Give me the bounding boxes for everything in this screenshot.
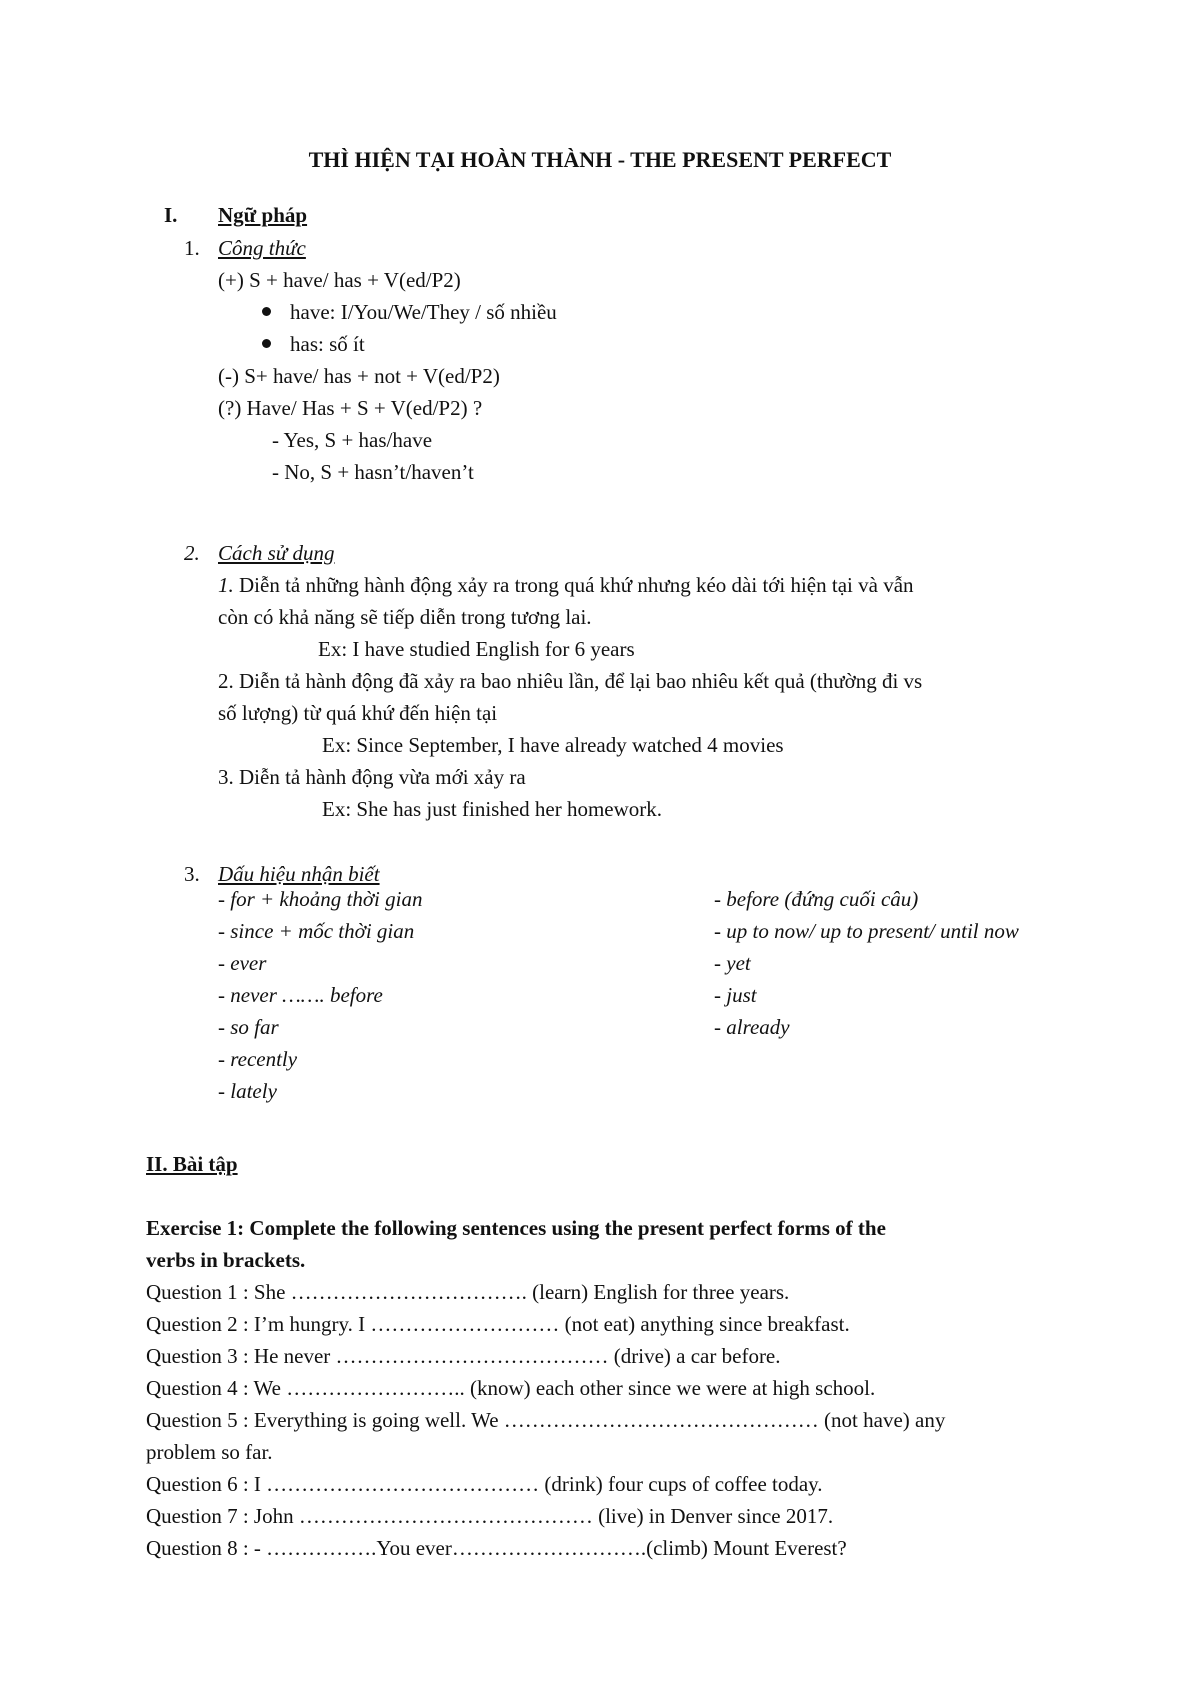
signal-word: - lately — [218, 1079, 277, 1103]
usage-1-text: Diễn tả những hành động xảy ra trong quá khứ nhưng kéo dài tới hiện tại và vẫn — [233, 573, 914, 597]
signal-word: - recently — [218, 1047, 298, 1071]
usage-1-line-2: còn có khả năng sẽ tiếp diễn trong tương lai. — [218, 605, 592, 629]
bullet-dot — [262, 307, 271, 316]
answer-no: - No, S + hasn’t/haven’t — [272, 460, 474, 484]
question-8: Question 8 : - …………….You ever……………………….(climb) Mount Everest? — [146, 1536, 847, 1560]
signal-word: - just — [714, 983, 757, 1007]
usage-1-number: 1. — [218, 573, 234, 597]
sub-3-number: 3. — [184, 862, 200, 886]
signal-word: - so far — [218, 1015, 279, 1039]
signal-word: - since + mốc thời gian — [218, 919, 415, 943]
sub-2-label: Cách sử dụng — [218, 541, 335, 565]
page-title: THÌ HIỆN TẠI HOÀN THÀNH - THE PRESENT PERFECT — [308, 147, 892, 172]
formula-positive: (+) S + have/ has + V(ed/P2) — [218, 268, 461, 292]
signal-words-right — [714, 883, 1034, 1043]
section-1-label: Ngữ pháp — [218, 203, 308, 227]
usage-3: 3. Diễn tả hành động vừa mới xảy ra — [218, 765, 526, 789]
question-2: Question 2 : I’m hungry. I ……………………… (not eat) anything since breakfast. — [146, 1312, 850, 1336]
bullet-item-have: have: I/You/We/They / số nhiều — [290, 300, 557, 324]
question-5-line-1: Question 5 : Everything is going well. We ……………………………………… (not have) any — [146, 1408, 946, 1432]
exercise-1-title-line-1: Exercise 1: Complete the following sentences using the present perfect forms of the — [146, 1216, 886, 1240]
bullet-dot — [262, 339, 271, 348]
sub-1-number: 1. — [184, 236, 200, 260]
section-1-number: I. — [164, 203, 178, 227]
signal-word: - before (đứng cuối câu) — [714, 887, 919, 911]
section-2-heading: II. Bài tập — [146, 1152, 238, 1176]
usage-1-line-1 — [218, 569, 914, 601]
signal-word: - never ……. before — [218, 983, 383, 1007]
sub-3-label: Dấu hiệu nhận biết — [218, 862, 380, 886]
usage-2-line-2: số lượng) từ quá khứ đến hiện tại — [218, 701, 498, 725]
signal-word: - ever — [218, 951, 267, 975]
question-5-line-2: problem so far. — [146, 1440, 273, 1464]
signal-word: - up to now/ up to present/ until now — [714, 919, 1019, 943]
signal-word: - for + khoảng thời gian — [218, 887, 423, 911]
question-7: Question 7 : John …………………………………… (live) in Denver since 2017. — [146, 1504, 834, 1528]
question-1: Question 1 : She ……………………………. (learn) English for three years. — [146, 1280, 790, 1304]
formula-question: (?) Have/ Has + S + V(ed/P2) ? — [218, 396, 483, 420]
bullet-item-has: has: số ít — [290, 332, 365, 356]
section-1-heading — [164, 199, 307, 231]
signal-words-left — [218, 883, 698, 1107]
question-6: Question 6 : I ………………………………… (drink) four cups of coffee today. — [146, 1472, 823, 1496]
signal-word: - already — [714, 1015, 790, 1039]
sub-2-number: 2. — [184, 541, 200, 565]
usage-2-line-1: 2. Diễn tả hành động đã xảy ra bao nhiêu lần, để lại bao nhiêu kết quả (thường đi vs — [218, 669, 923, 693]
signal-word: - yet — [714, 951, 751, 975]
sub-1-label: Công thức — [218, 236, 306, 260]
example-2: Ex: Since September, I have already watched 4 movies — [322, 733, 784, 757]
question-4: Question 4 : We …………………….. (know) each other since we were at high school. — [146, 1376, 876, 1400]
example-3: Ex: She has just finished her homework. — [322, 797, 663, 821]
exercise-1-title-line-2: verbs in brackets. — [146, 1248, 306, 1272]
formula-negative: (-) S+ have/ has + not + V(ed/P2) — [218, 364, 500, 388]
answer-yes: - Yes, S + has/have — [272, 428, 433, 452]
example-1: Ex: I have studied English for 6 years — [318, 637, 635, 661]
question-3: Question 3 : He never ………………………………… (drive) a car before. — [146, 1344, 781, 1368]
